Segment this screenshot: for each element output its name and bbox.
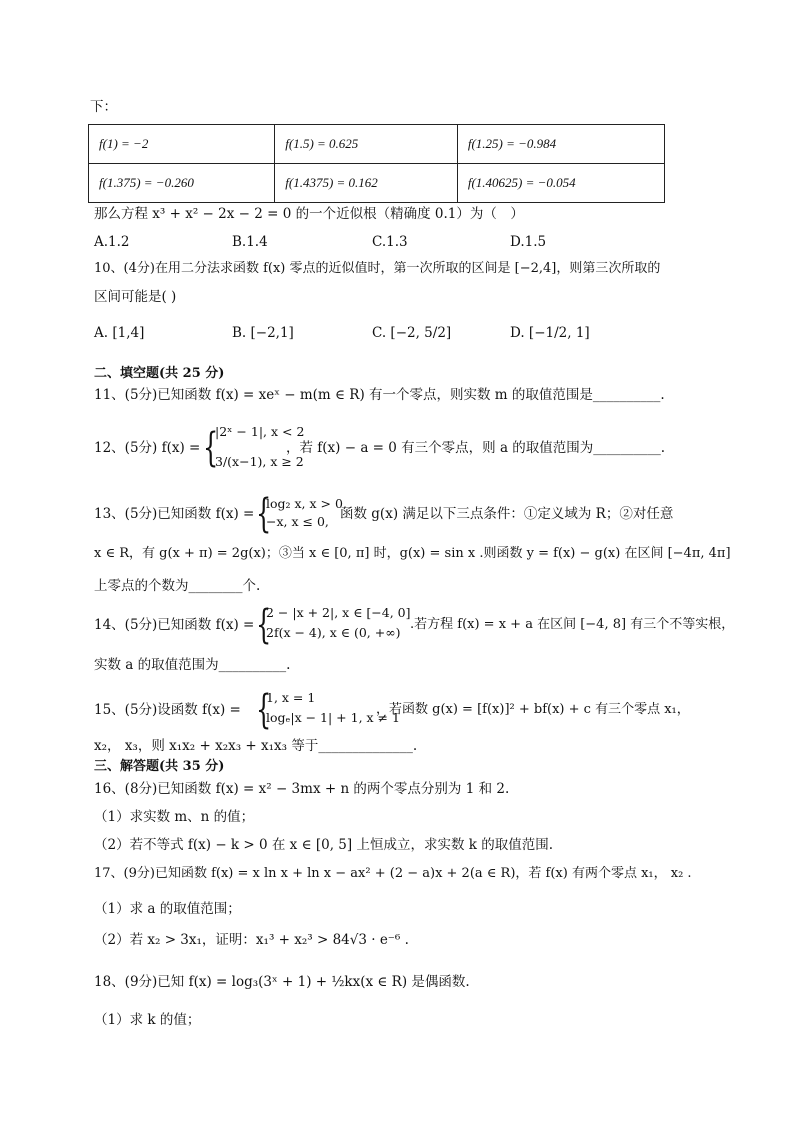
q13-suffix: 函数 g(x) 满足以下三点条件：①定义域为 R；②对任意 xyxy=(340,506,674,522)
table-cell: f(1.40625) = −0.054 xyxy=(457,164,664,203)
q15-line2: x₂， x₃，则 x₁x₂ + x₂x₃ + x₁x₃ 等于______________. xyxy=(94,738,418,754)
q10-option-c: C. [−2, 5/2] xyxy=(372,325,452,341)
q12-suffix: ，若 f(x) − a = 0 有三个零点，则 a 的取值范围为__________. xyxy=(286,440,666,456)
section-2-heading: 二、填空题(共 25 分) xyxy=(94,366,225,381)
table-cell: f(1.25) = −0.984 xyxy=(457,125,664,164)
q13-line3: 上零点的个数为________个. xyxy=(94,578,261,594)
q14-brace: { xyxy=(256,602,272,648)
q13-line2: x ∈ R，有 g(x + π) = 2g(x)；③当 x ∈ [0, π] 时，g(x) = sin x .则函数 y = f(x) − g(x) 在区间 [−4π, 4π] xyxy=(94,546,731,561)
q12-prefix: 12、(5分) f(x) = xyxy=(94,440,201,456)
q15-brace: { xyxy=(256,687,272,733)
q17-part2: （2）若 x₂ > 3x₁，证明：x₁³ + x₂³ > 84√3 · e⁻⁶ . xyxy=(94,932,409,948)
q15-case2: logₑ|x − 1| + 1, x ≠ 1 xyxy=(266,710,400,725)
q18-stem: 18、(9分)已知 f(x) = log₃(3ˣ + 1) + ½kx(x ∈ R) 是偶函数. xyxy=(94,974,470,990)
q10-line2: 区间可能是( ) xyxy=(94,289,177,305)
q18-part1: （1）求 k 的值； xyxy=(94,1012,201,1028)
q16-part1: （1）求实数 m、n 的值； xyxy=(94,809,255,825)
q16-part2: （2）若不等式 f(x) − k > 0 在 x ∈ [0, 5] 上恒成立，求实数 k 的取值范围. xyxy=(94,837,553,853)
q9-option-b: B.1.4 xyxy=(232,234,268,250)
q11-text: 11、(5分)已知函数 f(x) = xeˣ − m(m ∈ R) 有一个零点，则实数 m 的取值范围是__________. xyxy=(94,387,665,403)
intro-text: 下： xyxy=(90,99,117,115)
q12-case1: |2ˣ − 1|, x < 2 xyxy=(215,424,305,439)
q9-option-c: C.1.3 xyxy=(372,234,408,250)
q10-option-b: B. [−2,1] xyxy=(232,325,294,341)
value-table xyxy=(88,124,665,203)
q15-case1: 1, x = 1 xyxy=(266,690,316,705)
table-cell: f(1.4375) = 0.162 xyxy=(275,164,458,203)
q12-case2: 3/(x−1), x ≥ 2 xyxy=(215,454,304,469)
table-cell: f(1.5) = 0.625 xyxy=(275,125,458,164)
q9-stem: 那么方程 x³ + x² − 2x − 2 = 0 的一个近似根（精确度 0.1）为（ ） xyxy=(94,206,524,222)
q14-line2: 实数 a 的取值范围为__________. xyxy=(94,657,291,673)
q14-prefix: 14、(5分)已知函数 f(x) = xyxy=(94,617,255,633)
section-3-heading: 三、解答题(共 35 分) xyxy=(94,759,225,774)
q14-suffix: .若方程 f(x) = x + a 在区间 [−4, 8] 有三个不等实根， xyxy=(410,617,735,632)
q13-case1: log₂ x, x > 0, xyxy=(266,496,347,511)
q16-stem: 16、(8分)已知函数 f(x) = x² − 3mx + n 的两个零点分别为 1 和 2. xyxy=(94,781,510,797)
q14-case1: 2 − |x + 2|, x ∈ [−4, 0] xyxy=(266,605,411,620)
q13-prefix: 13、(5分)已知函数 f(x) = xyxy=(94,506,255,522)
table-row xyxy=(89,125,665,164)
q9-option-d: D.1.5 xyxy=(510,234,547,250)
q10-option-a: A. [1,4] xyxy=(94,325,145,341)
q9-option-a: A.1.2 xyxy=(94,234,130,250)
q10-line1: 10、(4分)在用二分法求函数 f(x) 零点的近似值时，第一次所取的区间是 [−2,4]，则第三次所取的 xyxy=(94,261,661,276)
q12-brace: { xyxy=(203,425,219,471)
q17-part1: （1）求 a 的取值范围； xyxy=(94,901,241,917)
table-cell: f(1.375) = −0.260 xyxy=(89,164,275,203)
q13-brace: { xyxy=(256,491,272,537)
q15-suffix: ，若函数 g(x) = [f(x)]² + bf(x) + c 有三个零点 x₁， xyxy=(376,702,690,717)
q13-case2: −x, x ≤ 0, xyxy=(266,514,329,529)
q10-option-d: D. [−1/2, 1] xyxy=(510,325,590,341)
q17-stem: 17、(9分)已知函数 f(x) = x ln x + ln x − ax² + (2 − a)x + 2(a ∈ R)，若 f(x) 有两个零点 x₁， x₂ . xyxy=(94,866,692,881)
table-cell: f(1) = −2 xyxy=(89,125,275,164)
table-row xyxy=(89,164,665,203)
q14-case2: 2f(x − 4), x ∈ (0, +∞) xyxy=(266,625,401,640)
q15-prefix: 15、(5分)设函数 f(x) = xyxy=(94,702,241,718)
